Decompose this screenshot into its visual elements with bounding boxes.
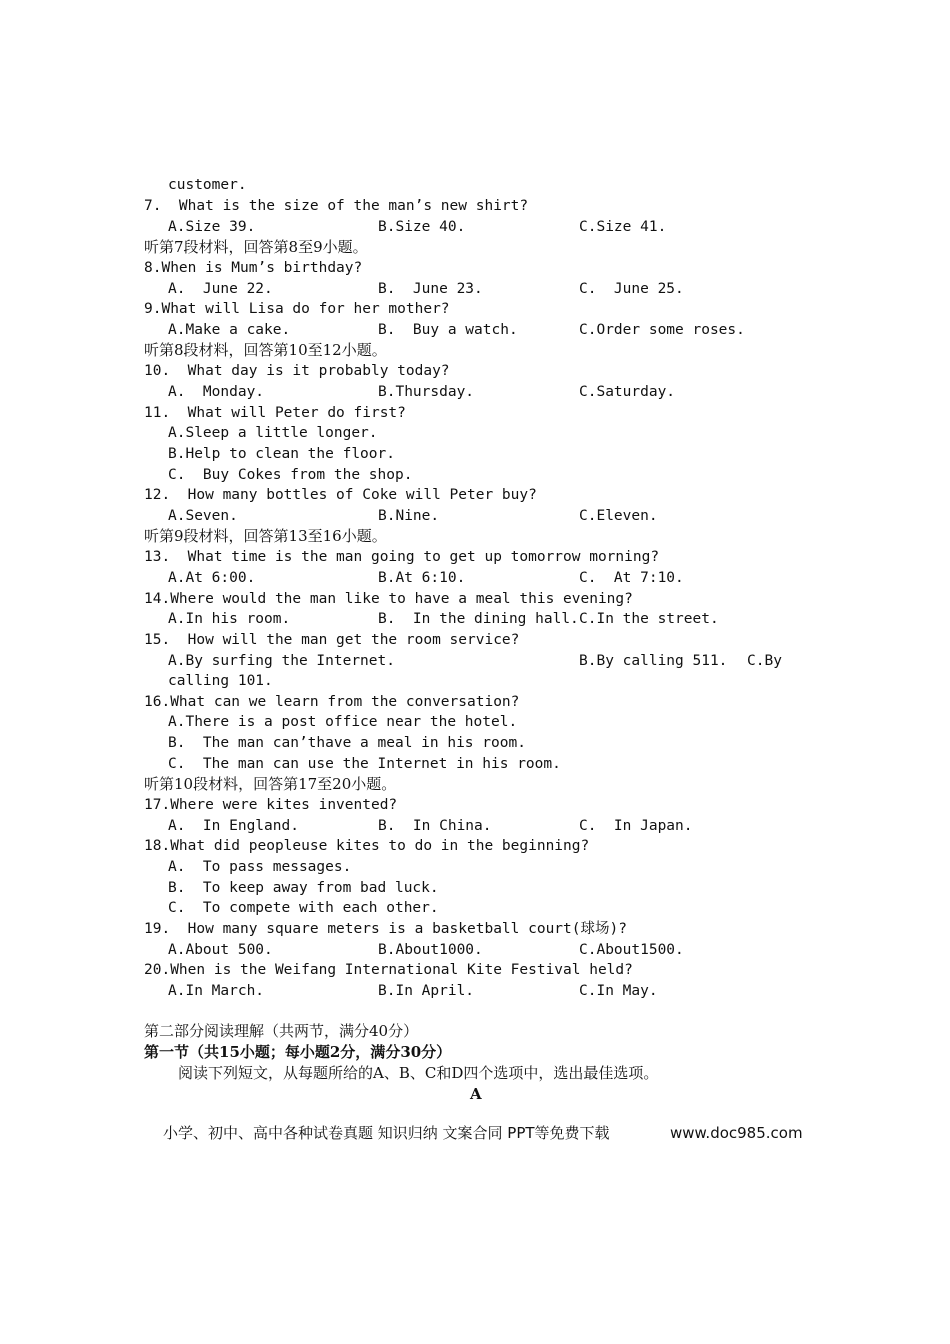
- option-c: C.By: [747, 653, 782, 669]
- option-c: C. June 25.: [579, 281, 684, 297]
- option-a: A.Seven.: [168, 508, 238, 524]
- option-c: C. In Japan.: [579, 818, 693, 834]
- question-19: 19. How many square meters is a basketball court(球场)?: [144, 921, 627, 937]
- option-a: A.Make a cake.: [168, 322, 291, 338]
- option-a: A. In England.: [168, 818, 299, 834]
- option-a: A. To pass messages.: [168, 859, 352, 875]
- footer-url[interactable]: www.doc985.com: [670, 1124, 803, 1142]
- option-b: B.Size 40.: [378, 219, 466, 235]
- option-b: B.Help to clean the floor.: [168, 446, 395, 462]
- option-b: B.Nine.: [378, 508, 440, 524]
- question-11: 11. What will Peter do first?: [144, 405, 406, 421]
- option-b: B. To keep away from bad luck.: [168, 880, 439, 896]
- question-8: 8.When is Mum’s birthday?: [144, 260, 363, 276]
- question-17: 17.Where were kites invented?: [144, 797, 398, 813]
- question-13: 13. What time is the man going to get up tomorrow morning?: [144, 549, 660, 565]
- footer-text: 小学、初中、高中各种试卷真题 知识归纳 文案合同 PPT等免费下载: [163, 1124, 610, 1142]
- option-c: C. The man can use the Internet in his room.: [168, 756, 561, 772]
- option-c: C.In May.: [579, 983, 658, 999]
- option-a: A.By surfing the Internet.: [168, 653, 395, 669]
- option-a: A.Sleep a little longer.: [168, 425, 378, 441]
- option-a: A. June 22.: [168, 281, 273, 297]
- question-16: 16.What can we learn from the conversation?: [144, 694, 520, 710]
- question-9: 9.What will Lisa do for her mother?: [144, 301, 450, 317]
- option-a: A.Size 39.: [168, 219, 256, 235]
- text-line: customer.: [168, 177, 247, 193]
- section-heading: 听第8段材料，回答第10至12小题。: [144, 341, 387, 359]
- option-c: C.Saturday.: [579, 384, 676, 400]
- option-b: B. June 23.: [378, 281, 483, 297]
- option-a: A.In his room.: [168, 611, 291, 627]
- option-c: C. At 7:10.: [579, 570, 684, 586]
- question-7: 7. What is the size of the man’s new shirt?: [144, 198, 529, 214]
- option-c-continued: calling 101.: [168, 673, 273, 689]
- question-12: 12. How many bottles of Coke will Peter buy?: [144, 487, 537, 503]
- option-b: B. The man can’thave a meal in his room.: [168, 735, 526, 751]
- section-heading-bold: 第一节（共15小题；每小题2分，满分30分）: [144, 1043, 452, 1061]
- option-a: A. Monday.: [168, 384, 265, 400]
- option-c: C. Buy Cokes from the shop.: [168, 467, 413, 483]
- option-b: B.By calling 511.: [579, 653, 728, 669]
- question-18: 18.What did peopleuse kites to do in the beginning?: [144, 838, 590, 854]
- option-c: C.In the street.: [579, 611, 719, 627]
- instructions: 阅读下列短文，从每题所给的A、B、C和D四个选项中，选出最佳选项。: [178, 1064, 659, 1082]
- option-b: B.Thursday.: [378, 384, 475, 400]
- question-20: 20.When is the Weifang International Kite Festival held?: [144, 962, 633, 978]
- option-c: C.Order some roses.: [579, 322, 745, 338]
- option-a: A.In March.: [168, 983, 265, 999]
- option-a: A.About 500.: [168, 942, 273, 958]
- section-heading: 听第7段材料，回答第8至9小题。: [144, 238, 368, 256]
- option-b: B. Buy a watch.: [378, 322, 518, 338]
- section-heading: 听第10段材料，回答第17至20小题。: [144, 775, 397, 793]
- option-a: A.At 6:00.: [168, 570, 256, 586]
- passage-label: A: [470, 1085, 482, 1103]
- question-10: 10. What day is it probably today?: [144, 363, 450, 379]
- option-c: C.Size 41.: [579, 219, 667, 235]
- option-c: C.About1500.: [579, 942, 684, 958]
- part-heading: 第二部分阅读理解（共两节，满分40分）: [144, 1022, 419, 1040]
- question-15: 15. How will the man get the room service?: [144, 632, 520, 648]
- option-b: B. In the dining hall.: [378, 611, 579, 627]
- option-b: B.In April.: [378, 983, 475, 999]
- question-14: 14.Where would the man like to have a meal this evening?: [144, 591, 633, 607]
- option-b: B. In China.: [378, 818, 492, 834]
- option-b: B.At 6:10.: [378, 570, 466, 586]
- option-b: B.About1000.: [378, 942, 483, 958]
- option-c: C.Eleven.: [579, 508, 658, 524]
- option-a: A.There is a post office near the hotel.: [168, 714, 518, 730]
- section-heading: 听第9段材料，回答第13至16小题。: [144, 527, 387, 545]
- option-c: C. To compete with each other.: [168, 900, 439, 916]
